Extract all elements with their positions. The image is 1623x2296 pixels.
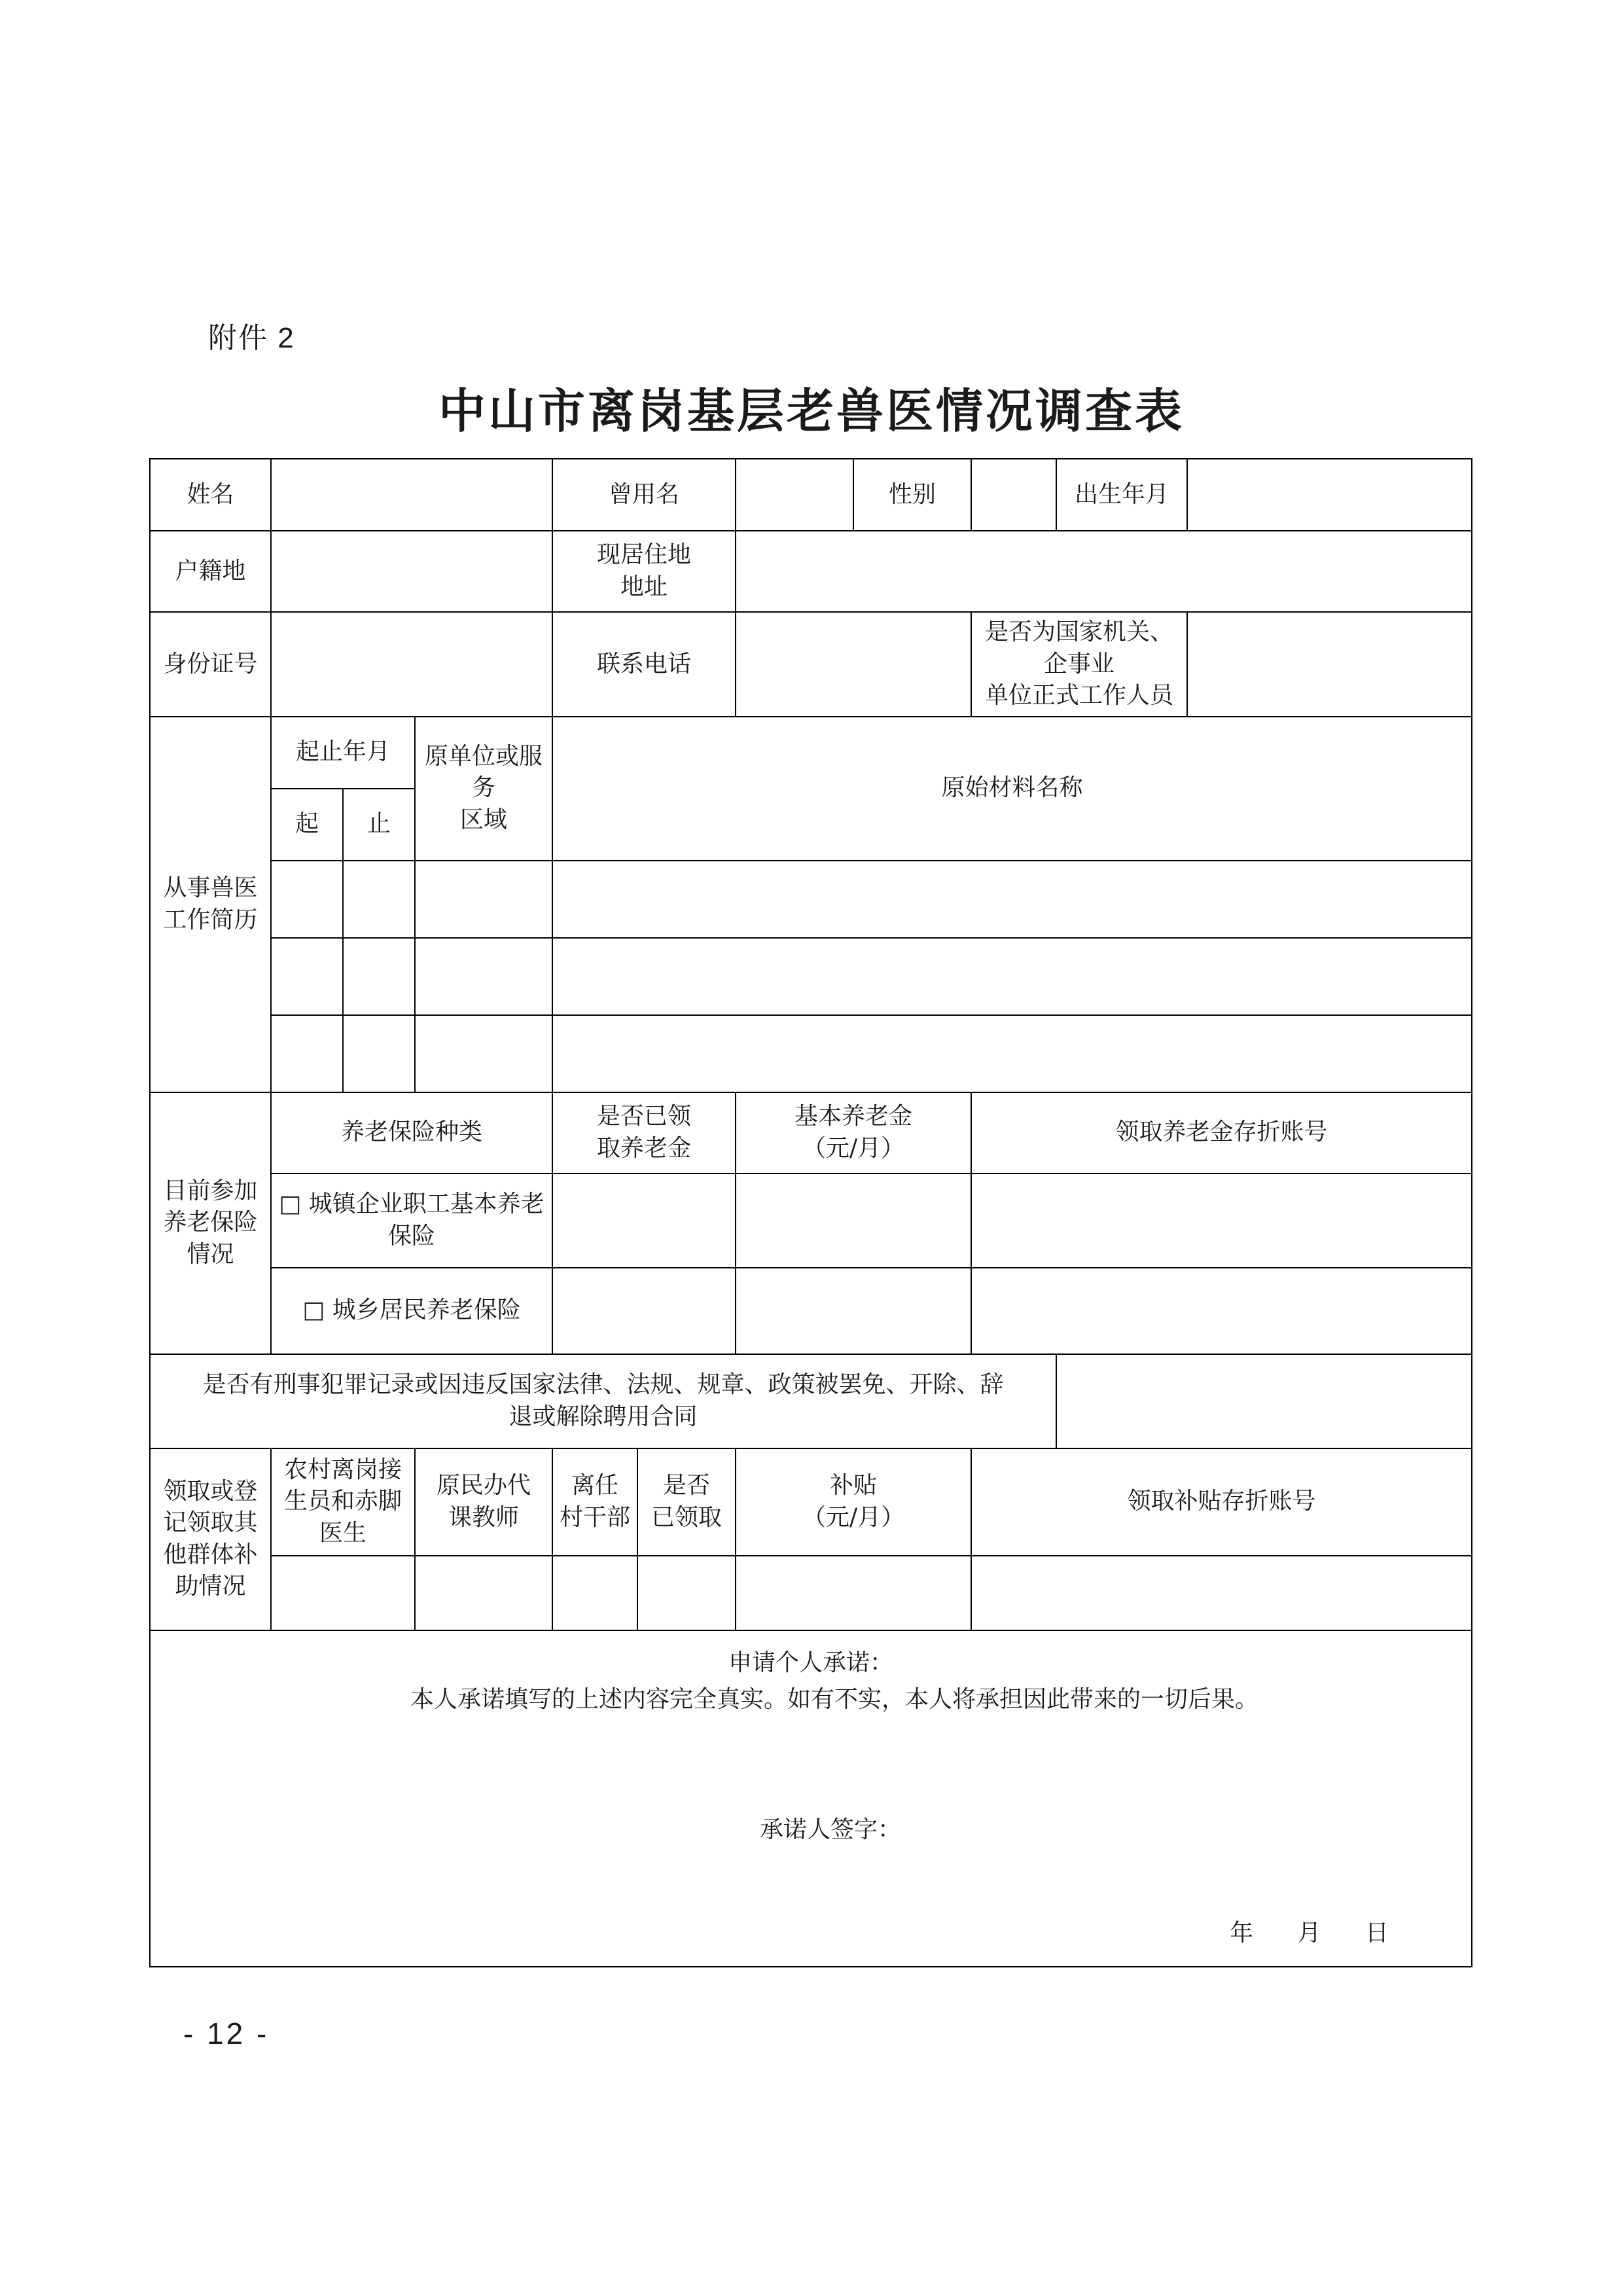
value-subsidy-substitute-teacher[interactable]	[415, 1556, 552, 1630]
label-current-address-line2: 地址	[620, 573, 668, 600]
value-current-address[interactable]	[736, 531, 1472, 612]
value-official-staff[interactable]	[1187, 612, 1472, 717]
commitment-body: 本人承诺填写的上述内容完全真实。如有不实，本人将承担因此带来的一切后果。	[410, 1686, 1259, 1713]
label-resume-unit	[415, 717, 552, 861]
label-resume-side-line2: 工作简历	[163, 906, 258, 933]
value-gender[interactable]	[971, 459, 1056, 531]
label-subsidy-village-cadre	[552, 1448, 637, 1556]
label-official-staff-line2: 单位正式工作人员	[985, 682, 1174, 709]
value-household[interactable]	[271, 531, 552, 612]
label-pension-amount-line2: （元/月）	[802, 1134, 905, 1162]
survey-table	[149, 458, 1472, 1967]
value-resume-material[interactable]	[552, 938, 1472, 1015]
attachment-label: 附件 2	[208, 322, 295, 354]
value-pension-account[interactable]	[971, 1174, 1472, 1268]
value-id-number[interactable]	[271, 612, 552, 717]
label-pension-side-line1: 目前参加	[163, 1177, 258, 1204]
label-subsidy-received-line2: 已领取	[651, 1503, 722, 1531]
label-resume-end: 止	[343, 789, 415, 861]
table-row	[150, 1556, 1472, 1630]
survey-form	[149, 458, 1465, 1967]
label-subsidy-rural-midwife-line2: 生员和赤脚	[283, 1488, 402, 1515]
page-number: - 12 -	[183, 2017, 270, 2051]
value-resume-unit[interactable]	[415, 861, 552, 938]
label-subsidy-substitute-teacher	[415, 1448, 552, 1556]
checkbox-urban-enterprise-pension[interactable]: □ 城镇企业职工基本养老保险	[271, 1174, 552, 1268]
label-subsidy-substitute-teacher-line1: 原民办代	[436, 1472, 531, 1499]
label-subsidy-rural-midwife	[271, 1448, 415, 1556]
label-criminal-record-line2: 退或解除聘用合同	[508, 1403, 698, 1430]
value-resume-material[interactable]	[552, 861, 1472, 938]
label-resume-period: 起止年月	[271, 717, 415, 789]
label-subsidy-amount	[736, 1448, 971, 1556]
value-resume-unit[interactable]	[415, 938, 552, 1015]
value-name[interactable]	[271, 459, 552, 531]
value-pension-received[interactable]	[552, 1268, 736, 1354]
label-subsidy-substitute-teacher-line2: 课教师	[448, 1503, 519, 1531]
label-resume-unit-line1: 原单位或服务	[424, 742, 543, 802]
label-pension-type: 养老保险种类	[271, 1092, 552, 1174]
value-subsidy-received[interactable]	[637, 1556, 736, 1630]
label-pension-amount	[736, 1092, 971, 1174]
value-resume-end[interactable]	[343, 938, 415, 1015]
value-resume-start[interactable]	[271, 938, 343, 1015]
value-subsidy-village-cadre[interactable]	[552, 1556, 637, 1630]
value-criminal-record[interactable]	[1056, 1354, 1472, 1448]
label-pension-side-line3: 情况	[187, 1241, 234, 1268]
label-subsidy-received-line1: 是否	[663, 1472, 711, 1499]
value-resume-end[interactable]	[343, 1015, 415, 1092]
value-resume-material[interactable]	[552, 1015, 1472, 1092]
label-official-staff-line1: 是否为国家机关、企事业	[985, 619, 1174, 677]
label-resume-unit-line2: 区域	[459, 806, 507, 834]
label-subsidy-village-cadre-line1: 离任	[571, 1472, 618, 1499]
label-current-address	[552, 531, 736, 612]
table-row	[150, 717, 1472, 789]
label-pension-side	[150, 1092, 271, 1354]
commitment-block	[150, 1630, 1472, 1967]
value-former-name[interactable]	[736, 459, 853, 531]
value-pension-amount[interactable]	[736, 1174, 971, 1268]
label-subsidy-side	[150, 1448, 271, 1630]
label-pension-received-line1: 是否已领	[597, 1103, 692, 1130]
label-subsidy-village-cadre-line2: 村干部	[559, 1503, 630, 1531]
page-title: 中山市离岗基层老兽医情况调查表	[438, 383, 1185, 439]
table-row	[150, 1630, 1472, 1967]
table-row	[150, 1268, 1472, 1354]
label-resume-material: 原始材料名称	[552, 717, 1472, 861]
label-subsidy-account: 领取补贴存折账号	[971, 1448, 1472, 1556]
label-subsidy-side-line1: 领取或登	[163, 1477, 258, 1505]
value-pension-received[interactable]	[552, 1174, 736, 1268]
value-pension-amount[interactable]	[736, 1268, 971, 1354]
label-subsidy-side-line2: 记领取其	[163, 1509, 258, 1537]
label-criminal-record-line1: 是否有刑事犯罪记录或因违反国家法律、法规、规章、政策被罢免、开除、辞	[202, 1371, 1004, 1399]
table-row	[150, 1092, 1472, 1174]
label-subsidy-received	[637, 1448, 736, 1556]
label-subsidy-rural-midwife-line3: 医生	[319, 1520, 366, 1547]
table-row	[150, 1015, 1472, 1092]
label-current-address-line1: 现居住地	[597, 541, 692, 569]
value-subsidy-amount[interactable]	[736, 1556, 971, 1630]
label-official-staff	[971, 612, 1187, 717]
label-resume-start: 起	[271, 789, 343, 861]
value-birth[interactable]	[1187, 459, 1472, 531]
label-name: 姓名	[150, 459, 271, 531]
table-row	[150, 1174, 1472, 1268]
table-row	[150, 612, 1472, 717]
value-resume-start[interactable]	[271, 1015, 343, 1092]
label-subsidy-amount-line1: 补贴	[830, 1472, 878, 1499]
value-resume-unit[interactable]	[415, 1015, 552, 1092]
table-row	[150, 1448, 1472, 1556]
label-resume-side	[150, 717, 271, 1092]
label-id-number: 身份证号	[150, 612, 271, 717]
label-pension-received-line2: 取养老金	[597, 1134, 692, 1162]
table-row	[150, 861, 1472, 938]
label-subsidy-amount-line2: （元/月）	[802, 1503, 905, 1531]
value-pension-account[interactable]	[971, 1268, 1472, 1354]
value-resume-start[interactable]	[271, 861, 343, 938]
value-subsidy-rural-midwife[interactable]	[271, 1556, 415, 1630]
label-pension-amount-line1: 基本养老金	[794, 1103, 913, 1130]
label-birth: 出生年月	[1056, 459, 1187, 531]
label-phone: 联系电话	[552, 612, 736, 717]
label-former-name: 曾用名	[552, 459, 736, 531]
label-resume-side-line1: 从事兽医	[163, 874, 258, 902]
label-subsidy-side-line4: 助情况	[175, 1573, 246, 1600]
label-pension-received	[552, 1092, 736, 1174]
label-pension-account: 领取养老金存折账号	[971, 1092, 1472, 1174]
label-gender: 性别	[853, 459, 971, 531]
label-subsidy-rural-midwife-line1: 农村离岗接	[283, 1456, 402, 1483]
label-criminal-record	[150, 1354, 1056, 1448]
label-household: 户籍地	[150, 531, 271, 612]
value-phone[interactable]	[736, 612, 971, 717]
commitment-heading: 申请个人承诺：	[728, 1649, 894, 1676]
date-label[interactable]: 年 月 日	[1230, 1920, 1408, 1947]
value-resume-end[interactable]	[343, 861, 415, 938]
table-row	[150, 938, 1472, 1015]
table-row	[150, 531, 1472, 612]
table-row	[150, 459, 1472, 531]
label-pension-side-line2: 养老保险	[163, 1209, 258, 1236]
table-row	[150, 1354, 1472, 1448]
signature-label[interactable]: 承诺人签字：	[760, 1816, 902, 1843]
checkbox-urban-rural-resident-pension[interactable]: □ 城乡居民养老保险	[271, 1268, 552, 1354]
label-subsidy-side-line3: 他群体补	[163, 1541, 258, 1568]
value-subsidy-account[interactable]	[971, 1556, 1472, 1630]
